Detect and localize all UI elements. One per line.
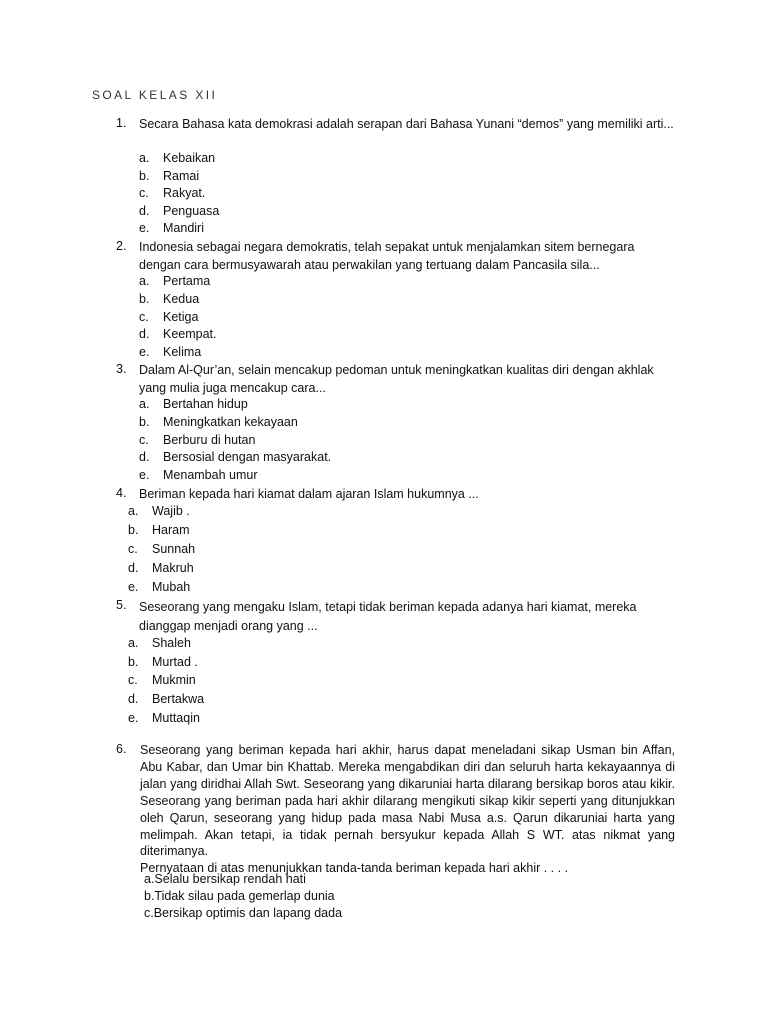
option-text: Shaleh	[152, 636, 191, 650]
option-letter: b.	[139, 292, 150, 306]
option-text: Bertahan hidup	[163, 397, 248, 411]
option-letter: c.	[139, 310, 149, 324]
option-d[interactable]	[139, 327, 217, 341]
question-number: 5.	[116, 598, 127, 612]
question-text: Beriman kepada hari kiamat dalam ajaran Islam hukumnya ...	[139, 487, 479, 501]
option-text: Kedua	[163, 292, 200, 306]
option-letter: c.	[139, 433, 149, 447]
question-number: 1.	[116, 116, 127, 130]
option-text: Bertakwa	[152, 692, 205, 706]
option-text: Menambah umur	[163, 468, 258, 482]
option-letter: a.	[139, 274, 150, 288]
option-letter: b.	[139, 169, 150, 183]
option-c[interactable]	[128, 542, 196, 556]
option-e[interactable]	[139, 221, 204, 235]
option-letter: d.	[139, 204, 150, 218]
option-text: Pertama	[163, 274, 211, 288]
option-a[interactable]: a.Selalu bersikap rendah hati	[144, 872, 306, 886]
question-text: Indonesia sebagai negara demokratis, telah sepakat untuk menjalamkan sitem bernegara dengan cara bermusyawarah atau perwakilan yang tertuang dalam Pancasila sila...	[139, 240, 635, 272]
option-text: Murtad .	[152, 655, 198, 669]
option-b[interactable]	[128, 655, 198, 669]
option-letter: b.	[139, 415, 150, 429]
option-c[interactable]	[139, 186, 206, 200]
question-number: 4.	[116, 486, 127, 500]
option-text: Mukmin	[152, 673, 196, 687]
option-b[interactable]	[139, 169, 200, 183]
option-letter: d.	[128, 692, 139, 706]
option-d[interactable]	[128, 561, 194, 575]
question-paragraph	[140, 742, 675, 877]
option-text: Meningkatkan kekayaan	[163, 415, 298, 429]
option-text: Wajib .	[152, 504, 190, 518]
option-a[interactable]	[139, 274, 211, 288]
option-c[interactable]	[139, 310, 199, 324]
question-text: Secara Bahasa kata demokrasi adalah serapan dari Bahasa Yunani “demos” yang memiliki arti...	[139, 117, 674, 131]
option-letter: e.	[128, 580, 139, 594]
option-c[interactable]	[128, 673, 196, 687]
option-letter: c.	[128, 542, 138, 556]
option-letter: e.	[139, 468, 150, 482]
option-b[interactable]: b.Tidak silau pada gemerlap dunia	[144, 889, 335, 903]
option-letter: a.	[128, 636, 139, 650]
option-letter: b.	[128, 523, 139, 537]
option-text: Mandiri	[163, 221, 204, 235]
option-text: Sunnah	[152, 542, 196, 556]
option-letter: d.	[128, 561, 139, 575]
option-text: Berburu di hutan	[163, 433, 256, 447]
option-text: Keempat.	[163, 327, 217, 341]
option-a[interactable]	[139, 397, 248, 411]
option-c[interactable]	[139, 433, 256, 447]
option-letter: a.	[128, 504, 139, 518]
option-text: Makruh	[152, 561, 194, 575]
option-e[interactable]	[128, 711, 200, 725]
option-letter: b.	[128, 655, 139, 669]
option-text: Muttaqin	[152, 711, 200, 725]
option-text: Haram	[152, 523, 190, 537]
option-letter: a.	[139, 397, 150, 411]
option-text: Ramai	[163, 169, 200, 183]
question-text: Seseorang yang beriman kepada hari akhir, harus dapat meneladani sikap Usman bin Affan, Abu Kabar, dan Umar bin Khattab. Mereka mengabdikan diri dan seluruh harta kekayaannya di jalan yang diridhai Allah Swt. Seseorang yang dikaruniai harta dilarang bersikap boros atau kikir. Seseorang yang beriman pada hari akhir dilarang mengikuti sikap kikir seperti yang ditunjukkan oleh Qarun, seseorang yang hidup pada masa Nabi Musa a.s. Qarun dikaruniai harta yang melimpah. Akan tetapi, ia tidak pernah bersyukur kepada Allah S WT. atas nikmat yang diterimanya.	[140, 743, 675, 859]
option-c[interactable]: c.Bersikap optimis dan lapang dada	[144, 906, 343, 920]
option-e[interactable]	[139, 345, 202, 359]
option-letter: e.	[128, 711, 139, 725]
option-b[interactable]	[128, 523, 190, 537]
option-letter: e.	[139, 345, 150, 359]
option-letter: d.	[139, 327, 150, 341]
question-number: 3.	[116, 362, 127, 376]
option-a[interactable]	[128, 636, 191, 650]
option-e[interactable]	[128, 580, 191, 594]
option-text: Kebaikan	[163, 151, 216, 165]
option-letter: a.	[139, 151, 150, 165]
question-text: Dalam Al-Qur’an, selain mencakup pedoman untuk meningkatkan kualitas diri dengan akhlak yang mulia juga mencakup cara...	[139, 363, 654, 395]
option-a[interactable]	[128, 504, 190, 518]
option-text: Penguasa	[163, 204, 220, 218]
option-letter: e.	[139, 221, 150, 235]
question-number: 6.	[116, 742, 127, 756]
option-e[interactable]	[139, 468, 258, 482]
question-number: 2.	[116, 239, 127, 253]
option-text: Ketiga	[163, 310, 199, 324]
option-text: Bersosial dengan masyarakat.	[163, 450, 332, 464]
option-b[interactable]	[139, 415, 298, 429]
option-d[interactable]	[139, 204, 220, 218]
option-text: Kelima	[163, 345, 202, 359]
question-prompt: Pernyataan di atas menunjukkan tanda-tanda beriman kepada hari akhir . . . .	[140, 861, 569, 876]
question-text: Seseorang yang mengaku Islam, tetapi tidak beriman kepada adanya hari kiamat, mereka dianggap menjadi orang yang ...	[139, 600, 637, 633]
page-title: SOAL KELAS XII	[92, 88, 218, 102]
option-text: Rakyat.	[163, 186, 206, 200]
option-letter: c.	[139, 186, 149, 200]
option-d[interactable]	[139, 450, 332, 464]
option-a[interactable]	[139, 151, 216, 165]
option-text: Mubah	[152, 580, 191, 594]
option-letter: c.	[128, 673, 138, 687]
option-b[interactable]	[139, 292, 200, 306]
option-d[interactable]	[128, 692, 205, 706]
option-letter: d.	[139, 450, 150, 464]
